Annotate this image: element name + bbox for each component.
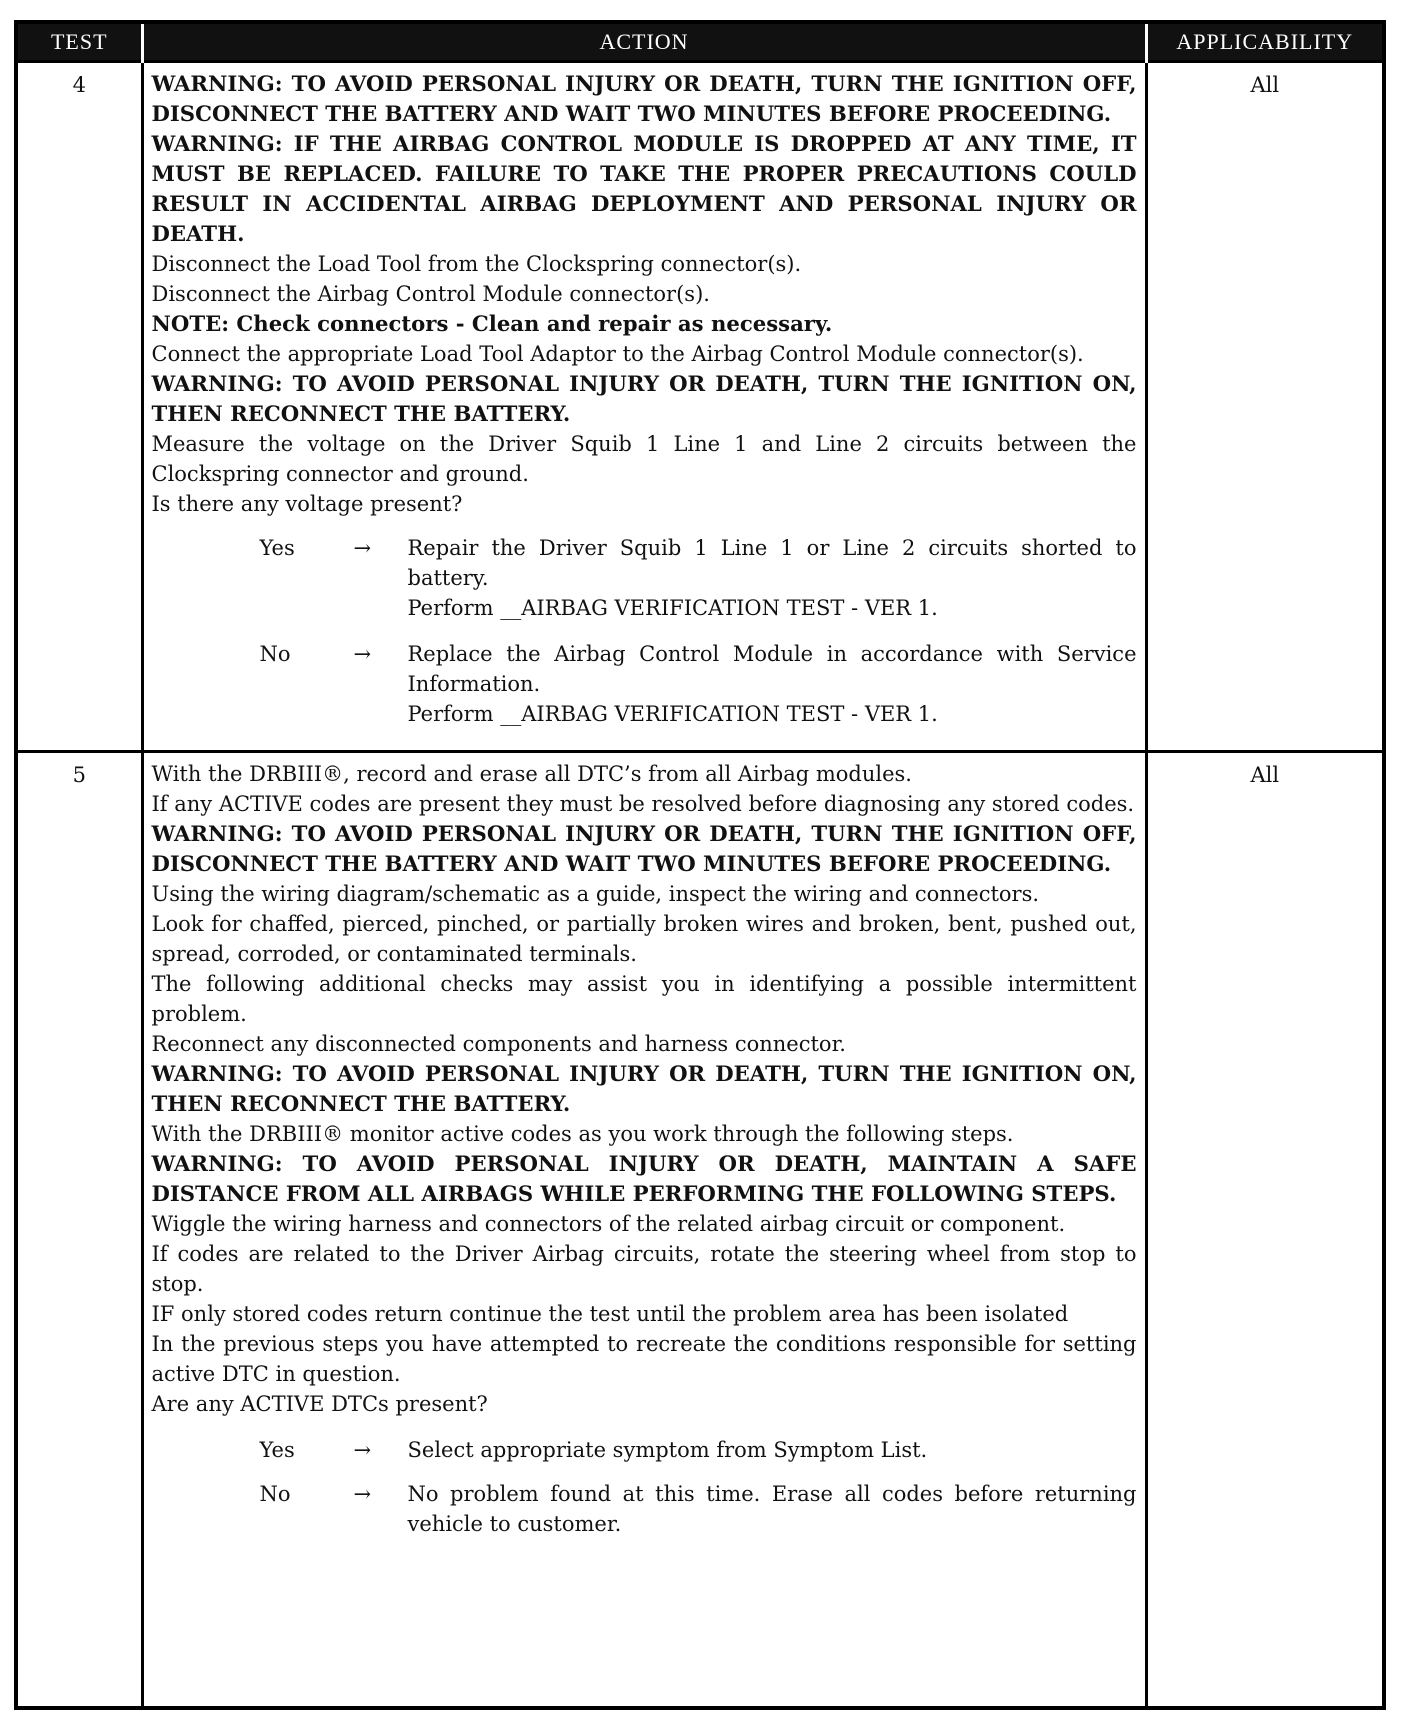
answer-no	[152, 639, 1137, 729]
page	[14, 20, 1382, 1710]
step-text: Look for chaffed, pierced, pinched, or partially broken wires and broken, bent, pushed out, spread, corroded, or contaminated terminals.	[151, 912, 1137, 966]
header-applicability: APPLICABILITY	[1146, 22, 1384, 62]
arrow-right-icon: →	[353, 536, 372, 560]
answer-text	[408, 533, 1137, 623]
answer-no	[152, 1479, 1137, 1539]
diagnostic-test-table	[14, 20, 1386, 1710]
action-cell	[142, 752, 1146, 1709]
arrow-right-icon: →	[353, 1482, 372, 1506]
test-row-4	[16, 62, 1384, 752]
warning-text: WARNING: TO AVOID PERSONAL INJURY OR DEATH, TURN THE IGNITION ON, THEN RECONNECT THE BATTERY.	[151, 1061, 1137, 1116]
question-text: Are any ACTIVE DTCs present?	[151, 1392, 488, 1416]
header-test: TEST	[16, 22, 142, 62]
warning-text: WARNING: TO AVOID PERSONAL INJURY OR DEATH, TURN THE IGNITION OFF, DISCONNECT THE BATTERY AND WAIT TWO MINUTES BEFORE PROCEEDING.	[151, 71, 1137, 126]
answer-text	[408, 1479, 1137, 1539]
step-text: With the DRBIII® monitor active codes as you work through the following steps.	[151, 1122, 1014, 1146]
warning-text: WARNING: TO AVOID PERSONAL INJURY OR DEATH, MAINTAIN A SAFE DISTANCE FROM ALL AIRBAGS WHILE PERFORMING THE FOLLOWING STEPS.	[151, 1151, 1137, 1206]
step-text: Connect the appropriate Load Tool Adaptor to the Airbag Control Module connector(s).	[151, 342, 1084, 366]
arrow-right-icon: →	[353, 642, 372, 666]
step-text: In the previous steps you have attempted to recreate the conditions responsible for setting active DTC in question.	[151, 1332, 1137, 1386]
answer-text	[408, 1435, 1137, 1465]
step-text: Disconnect the Airbag Control Module connector(s).	[151, 282, 710, 306]
step-text: Disconnect the Load Tool from the Clockspring connector(s).	[151, 252, 802, 276]
step-text: Measure the voltage on the Driver Squib 1 Line 1 and Line 2 circuits between the Clockspring connector and ground.	[151, 432, 1137, 486]
step-text: Using the wiring diagram/schematic as a guide, inspect the wiring and connectors.	[151, 882, 1040, 906]
step-text: If any ACTIVE codes are present they must be resolved before diagnosing any stored codes.	[151, 792, 1135, 816]
answer-yes	[152, 1435, 1137, 1465]
answer-label: Yes	[259, 536, 295, 560]
step-text: IF only stored codes return continue the test until the problem area has been isolated	[151, 1302, 1069, 1326]
step-text: The following additional checks may assist you in identifying a possible intermittent problem.	[151, 972, 1137, 1026]
answer-yes	[152, 533, 1137, 623]
answer-text	[408, 639, 1137, 729]
answer-line: No problem found at this time. Erase all codes before returning vehicle to customer.	[407, 1482, 1137, 1536]
step-text: If codes are related to the Driver Airbag circuits, rotate the steering wheel from stop to stop.	[151, 1242, 1137, 1296]
answer-line: Perform __AIRBAG VERIFICATION TEST - VER 1.	[407, 596, 938, 620]
answer-line: Replace the Airbag Control Module in accordance with Service Information.	[407, 642, 1137, 696]
step-text: Wiggle the wiring harness and connectors of the related airbag circuit or component.	[151, 1212, 1066, 1236]
answer-label: No	[259, 642, 291, 666]
arrow-right-icon: →	[353, 1438, 372, 1462]
test-number: 4	[16, 62, 142, 752]
answer-label: No	[259, 1482, 291, 1506]
warning-text: WARNING: TO AVOID PERSONAL INJURY OR DEATH, TURN THE IGNITION ON, THEN RECONNECT THE BATTERY.	[151, 371, 1137, 426]
question-text: Is there any voltage present?	[151, 492, 463, 516]
answer-line: Repair the Driver Squib 1 Line 1 or Line 2 circuits shorted to battery.	[407, 536, 1137, 590]
step-text: With the DRBIII®, record and erase all DTC’s from all Airbag modules.	[151, 762, 912, 786]
applicability-cell: All	[1146, 62, 1384, 752]
answer-line: Perform __AIRBAG VERIFICATION TEST - VER 1.	[407, 702, 938, 726]
table-header-row	[16, 22, 1384, 62]
answer-line: Select appropriate symptom from Symptom List.	[407, 1438, 928, 1462]
test-row-5	[16, 752, 1384, 1709]
step-text: Reconnect any disconnected components and harness connector.	[151, 1032, 846, 1056]
warning-text: WARNING: TO AVOID PERSONAL INJURY OR DEATH, TURN THE IGNITION OFF, DISCONNECT THE BATTERY AND WAIT TWO MINUTES BEFORE PROCEEDING.	[151, 821, 1137, 876]
test-number: 5	[16, 752, 142, 1709]
warning-text: WARNING: IF THE AIRBAG CONTROL MODULE IS DROPPED AT ANY TIME, IT MUST BE REPLACED. FAILURE TO TAKE THE PROPER PRECAUTIONS COULD RESULT IN ACCIDENTAL AIRBAG DEPLOYMENT AND PERSONAL INJURY OR DEATH.	[151, 131, 1137, 246]
header-action: ACTION	[142, 22, 1146, 62]
action-cell	[142, 62, 1146, 752]
applicability-cell: All	[1146, 752, 1384, 1709]
note-text: NOTE: Check connectors - Clean and repair as necessary.	[151, 311, 833, 336]
answer-label: Yes	[259, 1438, 295, 1462]
